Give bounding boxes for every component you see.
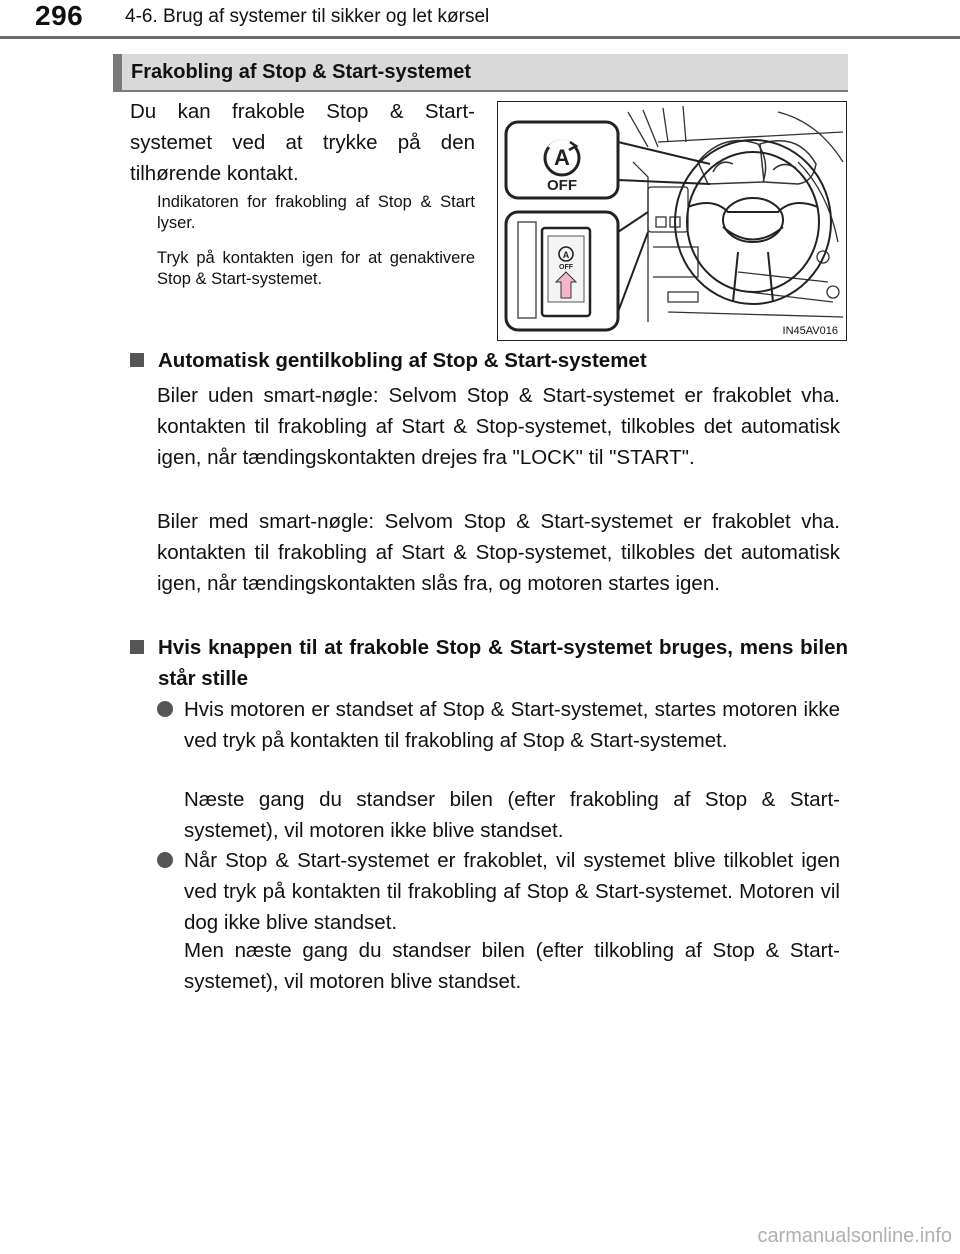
panel-button-label: OFF (559, 264, 573, 271)
page-number: 296 (35, 0, 84, 31)
header-divider (0, 36, 960, 39)
figure-code: IN45AV016 (782, 325, 838, 337)
paragraph-with-smart-key: Biler med smart-nøgle: Selvom Stop & Start-systemet er frakoblet vha. kontakten til frakobling af Start & Stop-systemet, tilkobles det automatisk igen, når tændingskontakten slås fra, og motoren startes igen. (157, 510, 840, 595)
note-indicator: Indikatoren for frakobling af Stop & Start lyser. (157, 193, 475, 232)
stationary-heading-text: Hvis knappen til at frakoble Stop & Start-systemet bruges, mens bilen står stille (158, 636, 848, 690)
figure-button-symbol: A (554, 145, 570, 170)
figure-button-label: OFF (547, 177, 577, 194)
section-title-divider (113, 90, 848, 92)
bullet-1-text: Hvis motoren er standset af Stop & Start-systemet, startes motoren ikke ved tryk på kontakten til frakobling af Stop & Start-systemet. (184, 698, 840, 752)
dashboard-illustration (498, 102, 847, 341)
panel-button-symbol: A (562, 250, 570, 260)
bullet-2-text: Når Stop & Start-systemet er frakoblet, vil systemet blive tilkoblet igen ved tryk på kontakten til frakobling af Stop & Start-systemet. Motoren vil dog ikke blive standset. (184, 849, 840, 934)
dashboard-figure (497, 101, 847, 341)
section-title-stripe (113, 54, 122, 91)
section-title-bar (113, 54, 848, 91)
bullet-2-extra-text: Men næste gang du standser bilen (efter tilkobling af Stop & Start-systemet), vil motoren blive standset. (184, 939, 840, 993)
watermark: carmanualsonline.info (757, 1225, 952, 1247)
bullet-dot-icon (157, 852, 173, 868)
note-reactivate: Tryk på kontakten igen for at genaktivere Stop & Start-systemet. (157, 249, 475, 288)
intro-paragraph: Du kan frakoble Stop & Start-systemet ved at trykke på den tilhørende kontakt. (130, 100, 475, 185)
auto-reconnect-heading-text: Automatisk gentilkobling af Stop & Start-systemet (158, 349, 647, 372)
heading-square-icon (130, 640, 144, 654)
bullet-dot-icon (157, 701, 173, 717)
paragraph-without-smart-key: Biler uden smart-nøgle: Selvom Stop & Start-systemet er frakoblet vha. kontakten til frakobling af Start & Stop-systemet, tilkobles det automatisk igen, når tændingskontakten drejes fra "LOCK" til "START". (157, 384, 840, 469)
heading-square-icon (130, 353, 144, 367)
section-title: Frakobling af Stop & Start-systemet (131, 61, 472, 83)
header-section-title: 4-6. Brug af systemer til sikker og let kørsel (125, 6, 490, 27)
callout-panel (506, 212, 648, 330)
bullet-1-extra-text: Næste gang du standser bilen (efter frakobling af Stop & Start-systemet), vil motoren ikke blive standset. (184, 788, 840, 842)
steering-wheel (675, 140, 831, 304)
